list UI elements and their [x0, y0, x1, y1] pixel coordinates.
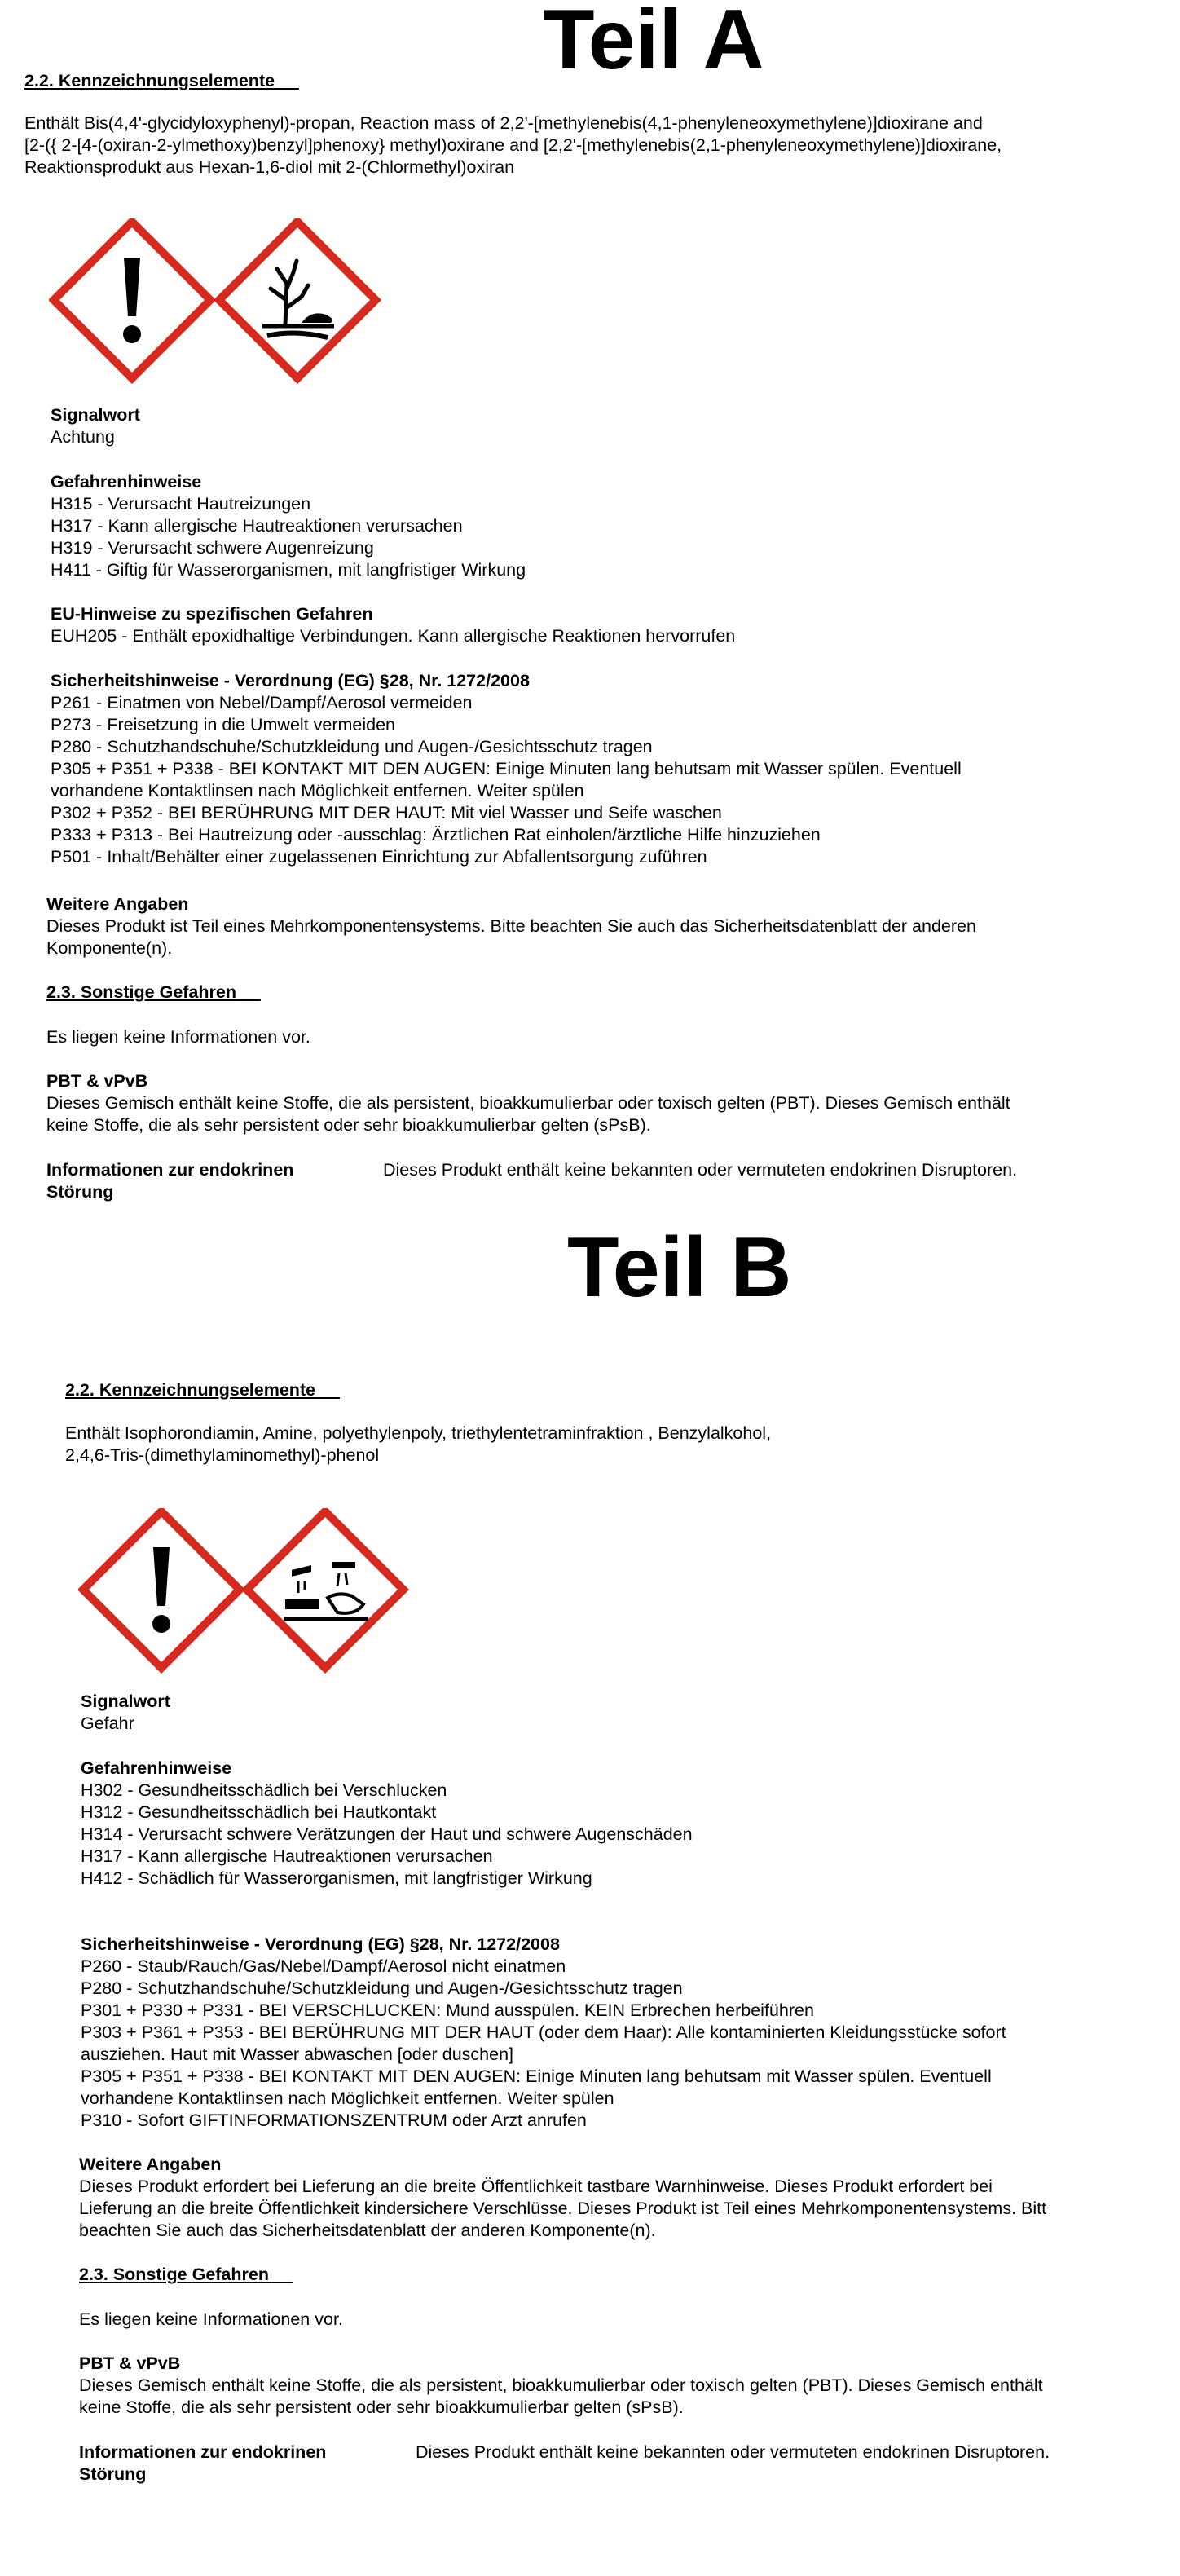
precaution-heading: Sicherheitshinweise - Verordnung (EG) §28, Nr. 1272/2008: [51, 671, 530, 690]
contains-line: Reaktionsprodukt aus Hexan-1,6-diol mit 2-(Chlormethyl)oxiran: [24, 157, 515, 177]
hazard-statement: H411 - Giftig für Wasserorganismen, mit langfristiger Wirkung: [51, 560, 526, 580]
part-a-section-label: 2.2. Kennzeichnungselemente: [24, 71, 275, 90]
precaution-statement: P260 - Staub/Rauch/Gas/Nebel/Dampf/Aerosol nicht einatmen: [81, 1956, 566, 1976]
part-b-endocrine-text: Dieses Produkt enthält keine bekannten oder vermuteten endokrinen Disruptoren.: [416, 2442, 1050, 2462]
signal-word: Achtung: [51, 427, 115, 447]
corrosion-icon: [247, 1511, 403, 1668]
hazard-heading: Gefahrenhinweise: [51, 472, 202, 492]
environment-hazard-icon: [219, 222, 376, 378]
part-a-endocrine-text: Dieses Produkt enthält keine bekannten oder vermuteten endokrinen Disruptoren.: [383, 1160, 1018, 1180]
further-line: Dieses Produkt erfordert bei Lieferung an die breite Öffentlichkeit tastbare Warnhinweise. Dieses Produkt erfordert bei: [79, 2177, 993, 2196]
hazard-statement: H319 - Verursacht schwere Augenreizung: [51, 538, 374, 558]
part-a-hazard-block: [51, 471, 526, 581]
pbt-line: keine Stoffe, die als sehr persistent oder sehr bioakkumulierbar gelten (sPsB).: [46, 1115, 651, 1135]
part-b-signal-block: [81, 1691, 170, 1735]
part-b-pictograms: [78, 1508, 412, 1675]
pbt-line: Dieses Gemisch enthält keine Stoffe, die als persistent, bioakkumulierbar oder toxisch gelten (PBT). Dieses Gemisch enthält: [79, 2375, 1043, 2395]
precaution-statement: P310 - Sofort GIFTINFORMATIONSZENTRUM oder Arzt anrufen: [81, 2111, 587, 2130]
contains-line: Enthält Isophorondiamin, Amine, polyethylenpoly, triethylentetraminfraktion , Benzylalkohol,: [65, 1423, 772, 1443]
contains-line: Enthält Bis(4,4'-glycidyloxyphenyl)-propan, Reaction mass of 2,2'-[methylenebis(4,1-phenyleneoxymethylene)]dioxirane and: [24, 113, 983, 133]
pbt-heading: PBT & vPvB: [79, 2353, 181, 2373]
contains-line: [2-({ 2-[4-(oxiran-2-ylmethoxy)benzyl]phenoxy} methyl)oxirane and [2,2'-[methylenebis(2,1-phenyleneoxymethylene)]dioxirane,: [24, 135, 1002, 155]
part-b-precaution-block: [81, 1934, 1006, 2132]
part-b-endocrine-label: Informationen zur endokrinen Störung: [79, 2442, 327, 2484]
precaution-statement: P303 + P361 + P353 - BEI BERÜHRUNG MIT DER HAUT (oder dem Haar): Alle kontaminierten Kleidungsstücke sofort: [81, 2022, 1006, 2042]
part-b-other-section: 2.3. Sonstige Gefahren: [79, 2265, 269, 2284]
hazard-heading: Gefahrenhinweise: [81, 1758, 232, 1778]
part-a-title: Teil A: [543, 0, 764, 87]
precaution-statement: P305 + P351 + P338 - BEI KONTAKT MIT DEN AUGEN: Einige Minuten lang behutsam mit Wasser spülen. Eventuell: [81, 2067, 992, 2086]
precaution-statement: P280 - Schutzhandschuhe/Schutzkleidung und Augen-/Gesichtsschutz tragen: [81, 1978, 683, 1998]
hazard-statement: H312 - Gesundheitsschädlich bei Hautkontakt: [81, 1802, 437, 1822]
signal-word: Gefahr: [81, 1714, 134, 1733]
pbt-line: Dieses Gemisch enthält keine Stoffe, die als persistent, bioakkumulierbar oder toxisch gelten (PBT). Dieses Gemisch enthält: [46, 1093, 1010, 1113]
further-line: Dieses Produkt ist Teil eines Mehrkomponentensystems. Bitte beachten Sie auch das Sicherheitsdatenblatt der anderen: [46, 916, 976, 936]
further-heading: Weitere Angaben: [79, 2155, 222, 2174]
signal-heading: Signalwort: [51, 405, 140, 425]
hazard-statement: H315 - Verursacht Hautreizungen: [51, 494, 311, 514]
hazard-statement: H314 - Verursacht schwere Verätzungen der Haut und schwere Augenschäden: [81, 1824, 693, 1844]
precaution-statement: vorhandene Kontaktlinsen nach Möglichkeit entfernen. Weiter spülen: [51, 781, 584, 801]
further-line: beachten Sie auch das Sicherheitsdatenblatt der anderen Komponente(n).: [79, 2221, 656, 2240]
precaution-statement: P280 - Schutzhandschuhe/Schutzkleidung und Augen-/Gesichtsschutz tragen: [51, 737, 653, 756]
part-a-further-block: [46, 893, 976, 959]
exclamation-mark-icon: [54, 222, 210, 378]
eu-heading: EU-Hinweise zu spezifischen Gefahren: [51, 604, 373, 624]
hazard-statement: H317 - Kann allergische Hautreaktionen verursachen: [81, 1846, 493, 1866]
further-line: Komponente(n).: [46, 938, 173, 958]
part-b-no-info: Es liegen keine Informationen vor.: [79, 2309, 343, 2329]
hazard-statement: H317 - Kann allergische Hautreaktionen verursachen: [51, 516, 463, 536]
signal-heading: Signalwort: [81, 1692, 170, 1711]
part-b-contains: [65, 1423, 771, 1467]
precaution-statement: ausziehen. Haut mit Wasser abwaschen [oder duschen]: [81, 2044, 514, 2064]
part-b-hazard-block: [81, 1758, 693, 1890]
eu-statement: EUH205 - Enthält epoxidhaltige Verbindungen. Kann allergische Reaktionen hervorrufen: [51, 626, 736, 646]
further-line: Lieferung an die breite Öffentlichkeit kindersichere Verschlüsse. Dieses Produkt ist Teil eines Mehrkomponentensystems. Bitt: [79, 2199, 1047, 2218]
precaution-statement: P305 + P351 + P338 - BEI KONTAKT MIT DEN AUGEN: Einige Minuten lang behutsam mit Wasser spülen. Eventuell: [51, 759, 962, 779]
part-b-title: Teil B: [567, 1220, 792, 1315]
part-a-pbt-block: [46, 1070, 1010, 1136]
precaution-statement: P333 + P313 - Bei Hautreizung oder -ausschlag: Ärztlichen Rat einholen/ärztliche Hilfe hinzuziehen: [51, 825, 821, 845]
exclamation-mark-icon: [83, 1511, 240, 1668]
precaution-statement: P273 - Freisetzung in die Umwelt vermeiden: [51, 715, 396, 734]
part-b-pbt-block: [79, 2353, 1043, 2419]
part-a-precaution-block: [51, 670, 962, 868]
hazard-statement: H412 - Schädlich für Wasserorganismen, mit langfristiger Wirkung: [81, 1868, 592, 1888]
part-a-pictograms: [49, 218, 383, 386]
part-a-eu-block: [51, 603, 735, 647]
pbt-heading: PBT & vPvB: [46, 1071, 148, 1091]
precaution-heading: Sicherheitshinweise - Verordnung (EG) §28, Nr. 1272/2008: [81, 1934, 560, 1954]
contains-line: 2,4,6-Tris-(dimethylaminomethyl)-phenol: [65, 1445, 380, 1465]
precaution-statement: P302 + P352 - BEI BERÜHRUNG MIT DER HAUT: Mit viel Wasser und Seife waschen: [51, 803, 722, 823]
part-b-further-block: [79, 2154, 1046, 2242]
hazard-statement: H302 - Gesundheitsschädlich bei Verschlucken: [81, 1780, 447, 1800]
precaution-statement: vorhandene Kontaktlinsen nach Möglichkeit entfernen. Weiter spülen: [81, 2089, 614, 2108]
part-a-other-section: 2.3. Sonstige Gefahren: [46, 982, 236, 1002]
part-a-endocrine-label: Informationen zur endokrinen Störung: [46, 1160, 294, 1202]
part-a-signal-block: [51, 404, 140, 448]
part-a-no-info: Es liegen keine Informationen vor.: [46, 1027, 310, 1047]
part-b-section-label: 2.2. Kennzeichnungselemente: [65, 1380, 316, 1400]
further-heading: Weitere Angaben: [46, 894, 189, 914]
precaution-statement: P501 - Inhalt/Behälter einer zugelassenen Einrichtung zur Abfallentsorgung zuführen: [51, 847, 707, 867]
part-a-contains: [24, 112, 1002, 179]
precaution-statement: P261 - Einatmen von Nebel/Dampf/Aerosol vermeiden: [51, 693, 473, 712]
pbt-line: keine Stoffe, die als sehr persistent oder sehr bioakkumulierbar gelten (sPsB).: [79, 2397, 684, 2417]
precaution-statement: P301 + P330 + P331 - BEI VERSCHLUCKEN: Mund ausspülen. KEIN Erbrechen herbeiführen: [81, 2000, 814, 2020]
